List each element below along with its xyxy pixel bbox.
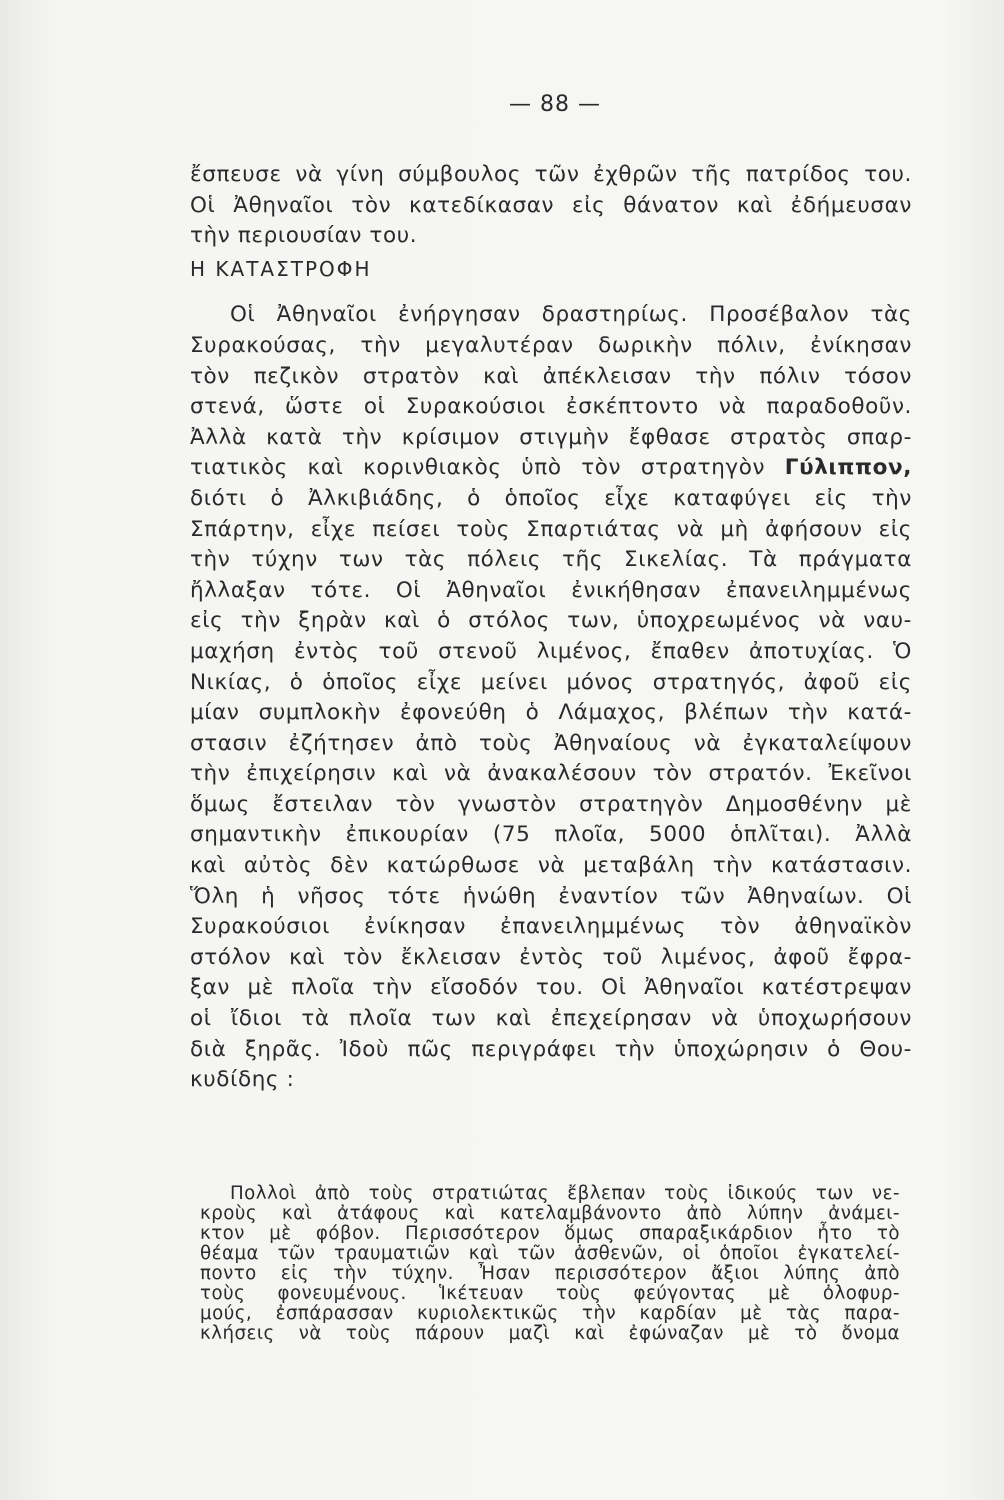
text-line: τὴν ἐπιχείρησιν καὶ νὰ ἀνακαλέσουν τὸν στρατόν. Ἐκεῖνοι — [190, 761, 912, 787]
text-line: οἱ ἴδιοι τὰ πλοῖα των καὶ ἐπεχείρησαν νὰ ὑποχωρήσουν — [190, 1006, 912, 1032]
text-line: στόλον καὶ τὸν ἔκλεισαν ἐντὸς τοῦ λιμένος, ἀφοῦ ἔφρα- — [190, 944, 912, 970]
section-heading: Η ΚΑΤΑΣΤΡΟΦΗ — [190, 256, 372, 281]
quote-line: κλήσεις νὰ τοὺς πάρουν μαζὶ καὶ ἐφώναζαν μὲ τὸ ὄνομα — [200, 1323, 900, 1344]
text-line: μίαν συμπλοκὴν ἐφονεύθη ὁ Λάμαχος, βλέπων τὴν κατά- — [190, 700, 912, 726]
text-line: ξαν μὲ πλοῖα τὴν εἴσοδόν του. Οἱ Ἀθηναῖοι κατέστρεψαν — [190, 975, 912, 1001]
text-line: Σπάρτην, εἶχε πείσει τοὺς Σπαρτιάτας νὰ μὴ ἀφήσουν εἰς — [190, 516, 912, 542]
text-line: μαχήση ἐντὸς τοῦ στενοῦ λιμένος, ἔπαθεν ἀποτυχίας. Ὁ — [190, 638, 912, 664]
text-line: εἰς τὴν ξηρὰν καὶ ὁ στόλος των, ὑποχρεωμένος νὰ ναυ- — [190, 608, 912, 634]
text-line: ἔσπευσε νὰ γίνη σύμβουλος τῶν ἐχθρῶν τῆς πατρίδος του. — [190, 162, 912, 187]
quote-line: θέαμα τῶν τραυματιῶν καὶ τῶν ἀσθενῶν, οἱ ὁποῖοι ἐγκατελεί- — [200, 1243, 900, 1264]
text-line: Συρακούσιοι ἐνίκησαν ἐπανειλημμένως τὸν ἀθηναϊκὸν — [190, 914, 912, 940]
text-line: τὸν πεζικὸν στρατὸν καὶ ἀπέκλεισαν τὴν πόλιν τόσον — [190, 363, 912, 389]
quote-line: ποντο εἰς τὴν τύχην. Ἦσαν περισσότερον ἄξιοι λύπης ἀπὸ — [200, 1263, 900, 1284]
text-line: ὅμως ἔστειλαν τὸν γνωστὸν στρατηγὸν Δημοσθένην μὲ — [190, 791, 912, 817]
text-line: κυδίδης : — [190, 1067, 295, 1093]
text-line: τὴν τύχην των τὰς πόλεις τῆς Σικελίας. Τὰ πράγματα — [190, 547, 912, 573]
text-line: σημαντικὴν ἐπικουρίαν (75 πλοῖα, 5000 ὁπλῖται). Ἀλλὰ — [190, 822, 912, 848]
text-line: στενά, ὥστε οἱ Συρακούσιοι ἐσκέπτοντο νὰ παραδοθοῦν. — [190, 394, 912, 420]
text-line: Ἀλλὰ κατὰ τὴν κρίσιμον στιγμὴν ἔφθασε στρατὸς σπαρ- — [190, 424, 912, 450]
text-line: καὶ αὐτὸς δὲν κατώρθωσε νὰ μεταβάλη τὴν κατάστασιν. — [190, 853, 912, 879]
text-line: ἤλλαξαν τότε. Οἱ Ἀθηναῖοι ἐνικήθησαν ἐπανειλημμένως — [190, 577, 912, 603]
text-line: Οἱ Ἀθηναῖοι ἐνήργησαν δραστηρίως. Προσέβαλον τὰς — [230, 302, 912, 328]
text-line: Συρακούσας, τὴν μεγαλυτέραν δωρικὴν πόλιν, ἐνίκησαν — [190, 332, 912, 358]
text-line-gylippos — [190, 453, 912, 484]
text-fragment: τιατικὸς καὶ κορινθιακὸς ὑπὸ τὸν στρατηγὸν — [190, 455, 766, 481]
text-line: Οἱ Ἀθηναῖοι τὸν κατεδίκασαν εἰς θάνατον καὶ ἐδήμευσαν — [190, 192, 912, 218]
page-number: — 88 — — [509, 92, 601, 117]
text-line: Νικίας, ὁ ὁποῖος εἶχε μείνει μόνος στρατηγός, ἀφοῦ εἰς — [190, 669, 912, 695]
name-gylippos: Γύλιππον, — [784, 455, 912, 481]
quotation-block — [200, 1184, 900, 1344]
quote-line: μούς, ἐσπάρασσαν κυριολεκτικῶς τὴν καρδίαν μὲ τὰς παρα- — [200, 1303, 900, 1324]
quote-line: τοὺς φονευμένους. Ἱκέτευαν τοὺς φεύγοντας μὲ ὀλοφυρ- — [200, 1283, 900, 1304]
quote-line: Πολλοὶ ἀπὸ τοὺς στρατιώτας ἔβλεπαν τοὺς ἰδικούς των νε- — [230, 1183, 900, 1204]
main-text — [190, 160, 912, 1096]
quote-line: κροὺς καὶ ἀτάφους καὶ κατελαμβάνοντο ἀπὸ λύπην ἀνάμει- — [200, 1203, 900, 1224]
text-line: διότι ὁ Ἀλκιβιάδης, ὁ ὁποῖος εἶχε καταφύγει εἰς τὴν — [190, 485, 912, 511]
text-line: διὰ ξηρᾶς. Ἰδοὺ πῶς περιγράφει τὴν ὑποχώρησιν ὁ Θου- — [190, 1036, 912, 1062]
text-line: τὴν περιουσίαν του. — [190, 223, 418, 249]
quote-line: κτον μὲ φόβον. Περισσότερον ὅμως σπαραξικάρδιον ἦτο τὸ — [200, 1223, 900, 1244]
text-line: στασιν ἐζήτησεν ἀπὸ τοὺς Ἀθηναίους νὰ ἐγκαταλείψουν — [190, 730, 912, 756]
text-line: Ὅλη ἡ νῆσος τότε ἡνώθη ἐναντίον τῶν Ἀθηναίων. Οἱ — [190, 883, 912, 909]
